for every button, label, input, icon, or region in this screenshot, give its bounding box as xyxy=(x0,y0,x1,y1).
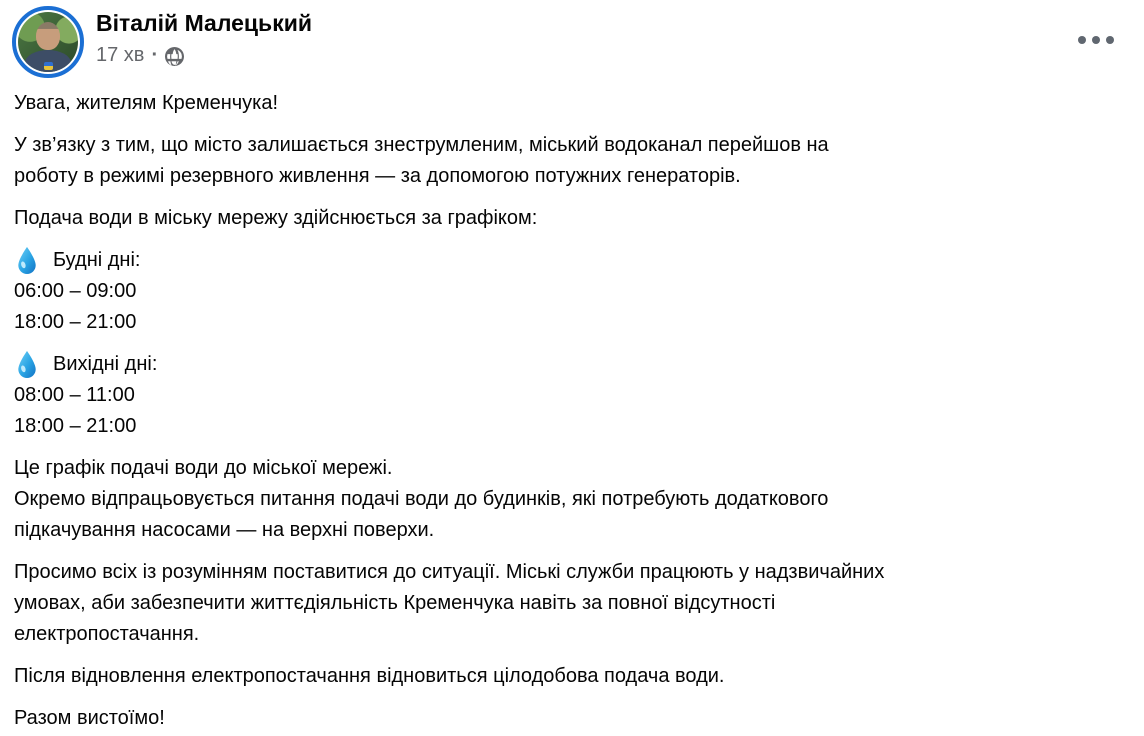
paragraph-greeting xyxy=(14,88,1134,119)
text-line: Подача води в міську мережу здійснюється за графіком: xyxy=(14,207,538,229)
dot-icon xyxy=(1092,36,1100,44)
dot-icon xyxy=(1078,36,1086,44)
text-line: Просимо всіх із розумінням поставитися до ситуації. Міські служби працюють у надзвичайних xyxy=(14,561,885,583)
schedule-weekdays xyxy=(14,245,1134,338)
schedule-time: 08:00 – 11:00 xyxy=(14,384,135,406)
schedule-time: 18:00 – 21:00 xyxy=(14,311,137,333)
dot-icon xyxy=(1106,36,1114,44)
droplet-icon xyxy=(16,351,38,378)
text-line: Після відновлення електропостачання відновиться цілодобова подача води. xyxy=(14,665,725,687)
droplet-icon xyxy=(16,247,38,274)
post-content xyxy=(14,88,1134,736)
schedule-time: 06:00 – 09:00 xyxy=(14,280,137,302)
text-line: Це графік подачі води до міської мережі. xyxy=(14,457,393,479)
meta-separator: · xyxy=(151,44,159,66)
text-line: умовах, аби забезпечити життєдіяльність Кременчука навіть за повної відсутності xyxy=(14,592,776,614)
post-header xyxy=(0,0,1144,86)
text-line: підкачування насосами — на верхні поверхи. xyxy=(14,519,435,541)
schedule-time: 18:00 – 21:00 xyxy=(14,415,137,437)
paragraph-closing xyxy=(14,703,1134,734)
post-meta xyxy=(96,44,184,67)
avatar-head xyxy=(36,22,60,50)
avatar-photo xyxy=(18,12,78,72)
schedule-weekends xyxy=(14,349,1134,442)
text-line: роботу в режимі резервного живлення — за допомогою потужних генераторів. xyxy=(14,165,741,187)
text-line: Разом вистоїмо! xyxy=(14,707,165,729)
timestamp[interactable]: 17 хв xyxy=(96,44,145,66)
text-line: У зв’язку з тим, що місто залишається знеструмленим, міський водоканал перейшов на xyxy=(14,134,829,156)
paragraph-restoration xyxy=(14,661,1134,692)
text-line: Увага, жителям Кременчука! xyxy=(14,92,279,114)
schedule-title: Будні дні: xyxy=(53,249,141,271)
paragraph-reason xyxy=(14,130,1134,192)
ukraine-flag-badge xyxy=(44,62,53,70)
more-options-button[interactable] xyxy=(1072,24,1120,56)
text-line: електропостачання. xyxy=(14,623,200,645)
author-name[interactable]: Віталій Малецький xyxy=(96,10,312,36)
text-line: Окремо відпрацьовується питання подачі води до будинків, які потребують додаткового xyxy=(14,488,829,510)
schedule-title-row xyxy=(14,349,1134,380)
paragraph-appeal xyxy=(14,557,1134,650)
avatar[interactable] xyxy=(12,6,84,78)
globe-icon xyxy=(165,47,184,66)
paragraph-schedule-intro xyxy=(14,203,1134,234)
schedule-title: Вихідні дні: xyxy=(53,353,158,375)
paragraph-network-note xyxy=(14,453,1134,546)
schedule-title-row xyxy=(14,245,1134,276)
